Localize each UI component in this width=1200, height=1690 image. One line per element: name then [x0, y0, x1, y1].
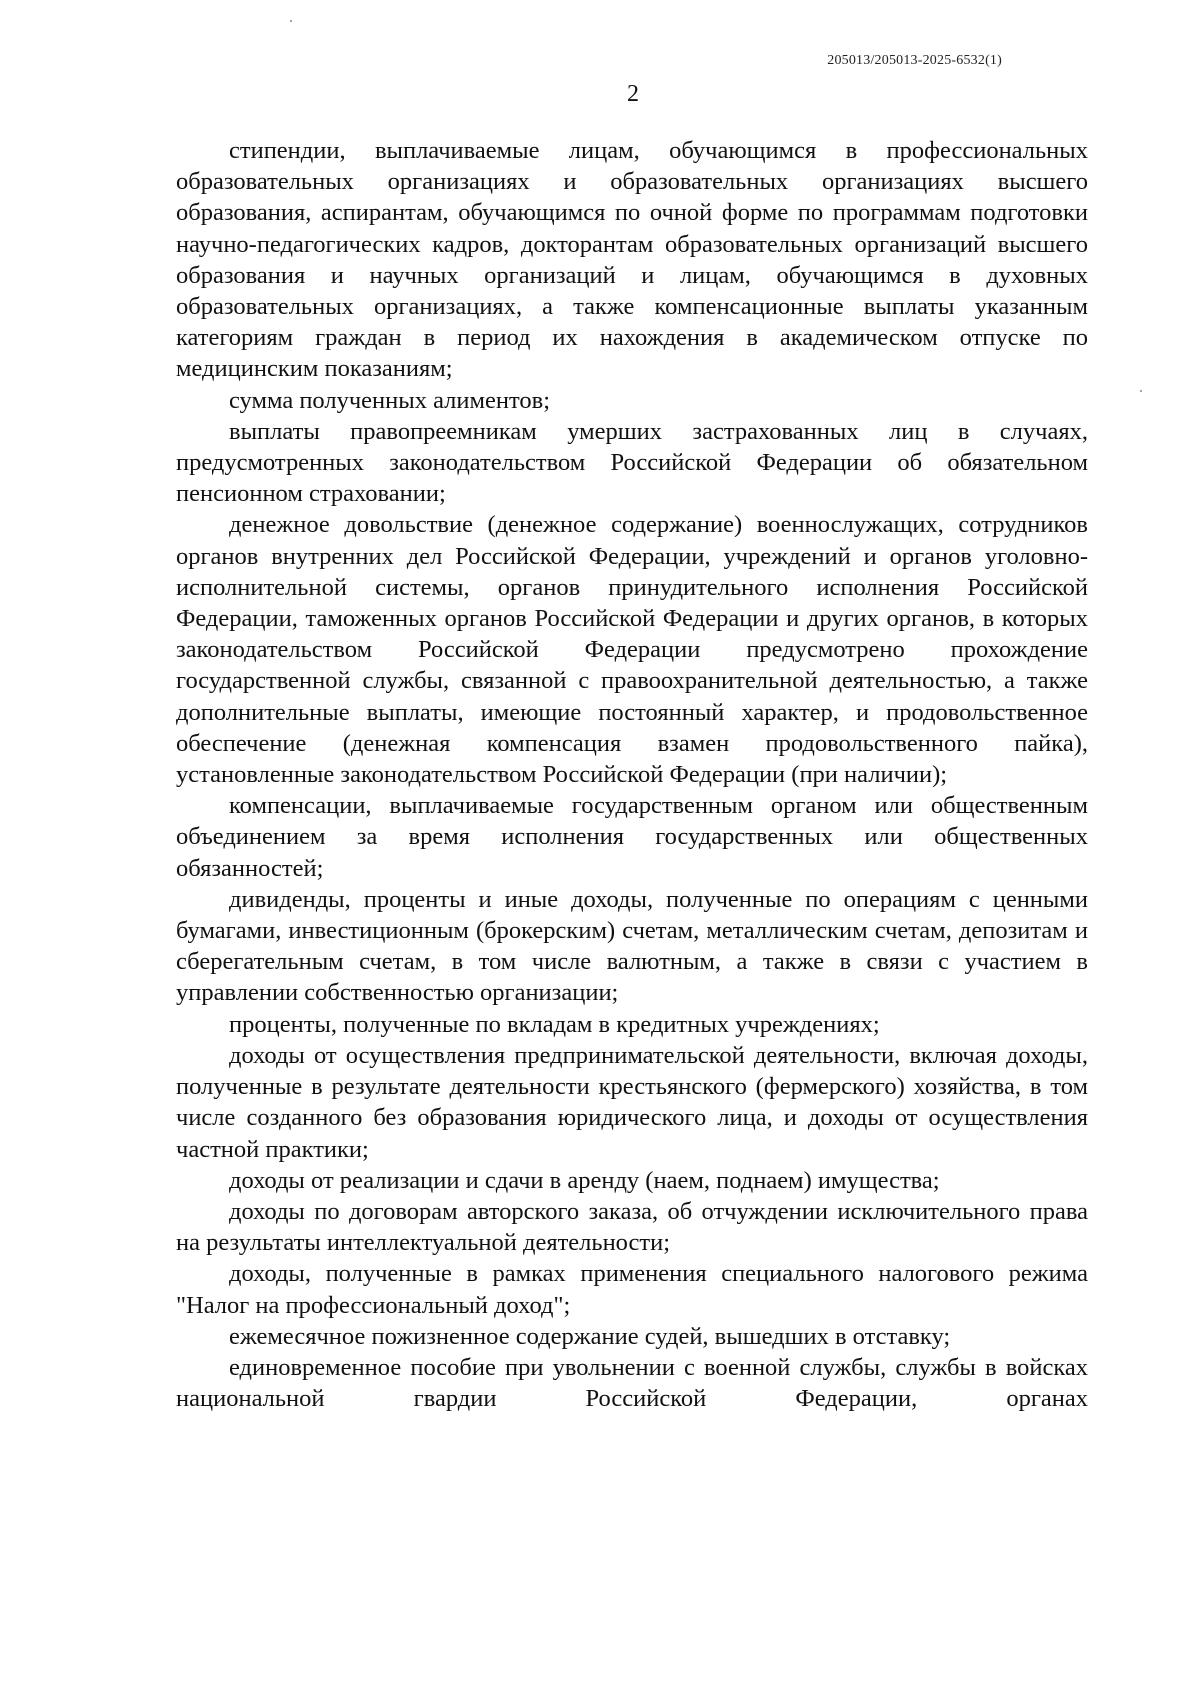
- paragraph-severance-benefit: единовременное пособие при увольнении с военной службы, службы в войсках национальной гвардии Российской Федерации, органах: [176, 1353, 1088, 1413]
- paragraph-property-income: доходы от реализации и сдачи в аренду (наем, поднаем) имущества;: [229, 1166, 940, 1194]
- scan-speck: [290, 20, 292, 22]
- paragraph-military-allowance: денежное довольствие (денежное содержание) военнослужащих, сотрудников органов внутренних дел Российской Федерации, учреждений и органов уголовно-исполнительной системы, органов принудительного исполнения Российской Федерации, таможенных органов Российской Федерации и других органов, в которых законодательством Российской Федерации предусмотрено прохождение государственной службы, связанной с правоохранительной деятельностью, а также дополнительные выплаты, имеющие постоянный характер, и продовольственное обеспечение (денежная компенсация взамен продовольственного пайка), установленные законодательством Российской Федерации (при наличии);: [176, 511, 1088, 789]
- page-number: 2: [627, 81, 639, 107]
- paragraph-successor-payments: выплаты правопреемникам умерших застрахованных лиц в случаях, предусмотренных законодательством Российской Федерации об обязательном пенсионном страховании;: [176, 417, 1088, 508]
- paragraph-alimony: сумма полученных алиментов;: [229, 386, 551, 414]
- paragraph-self-employed-income: доходы, полученные в рамках применения специального налогового режима "Налог на профессиональный доход";: [176, 1260, 1088, 1319]
- paragraph-dividends: дивиденды, проценты и иные доходы, полученные по операциям с ценными бумагами, инвестиционным (брокерским) счетам, металлическим счетам, депозитам и сберегательным счетам, в том числе валютным, а также в связи с участием в управлении собственностью организации;: [176, 885, 1088, 1007]
- document-id: 205013/205013-2025-6532(1): [827, 53, 1002, 68]
- paragraph-compensations: компенсации, выплачиваемые государственным органом или общественным объединением за время исполнения государственных или общественных обязанностей;: [176, 792, 1088, 882]
- paragraph-judges-pension: ежемесячное пожизненное содержание судей, вышедших в отставку;: [229, 1322, 951, 1350]
- scan-speck: [1140, 390, 1142, 392]
- paragraph-deposit-interest: проценты, полученные по вкладам в кредитных учреждениях;: [229, 1010, 880, 1038]
- paragraph-business-income: доходы от осуществления предпринимательской деятельности, включая доходы, полученные в результате деятельности крестьянского (фермерского) хозяйства, в том числе созданного без образования юридического лица, и доходы от осуществления частной практики;: [176, 1041, 1088, 1163]
- paragraph-copyright-income: доходы по договорам авторского заказа, об отчуждении исключительного права на результаты интеллектуальной деятельности;: [176, 1197, 1088, 1257]
- document-body: [176, 135, 1088, 1414]
- paragraph-stipends: стипендии, выплачиваемые лицам, обучающимся в профессиональных образовательных организациях и образовательных организациях высшего образования, аспирантам, обучающимся по очной форме по программам подготовки научно-педагогических кадров, докторантам образовательных организаций высшего образования и научных организаций и лицам, обучающимся в духовных образовательных организациях, а также компенсационные выплаты указанным категориям граждан в период их нахождения в академическом отпуске по медицинским показаниям;: [176, 137, 1088, 383]
